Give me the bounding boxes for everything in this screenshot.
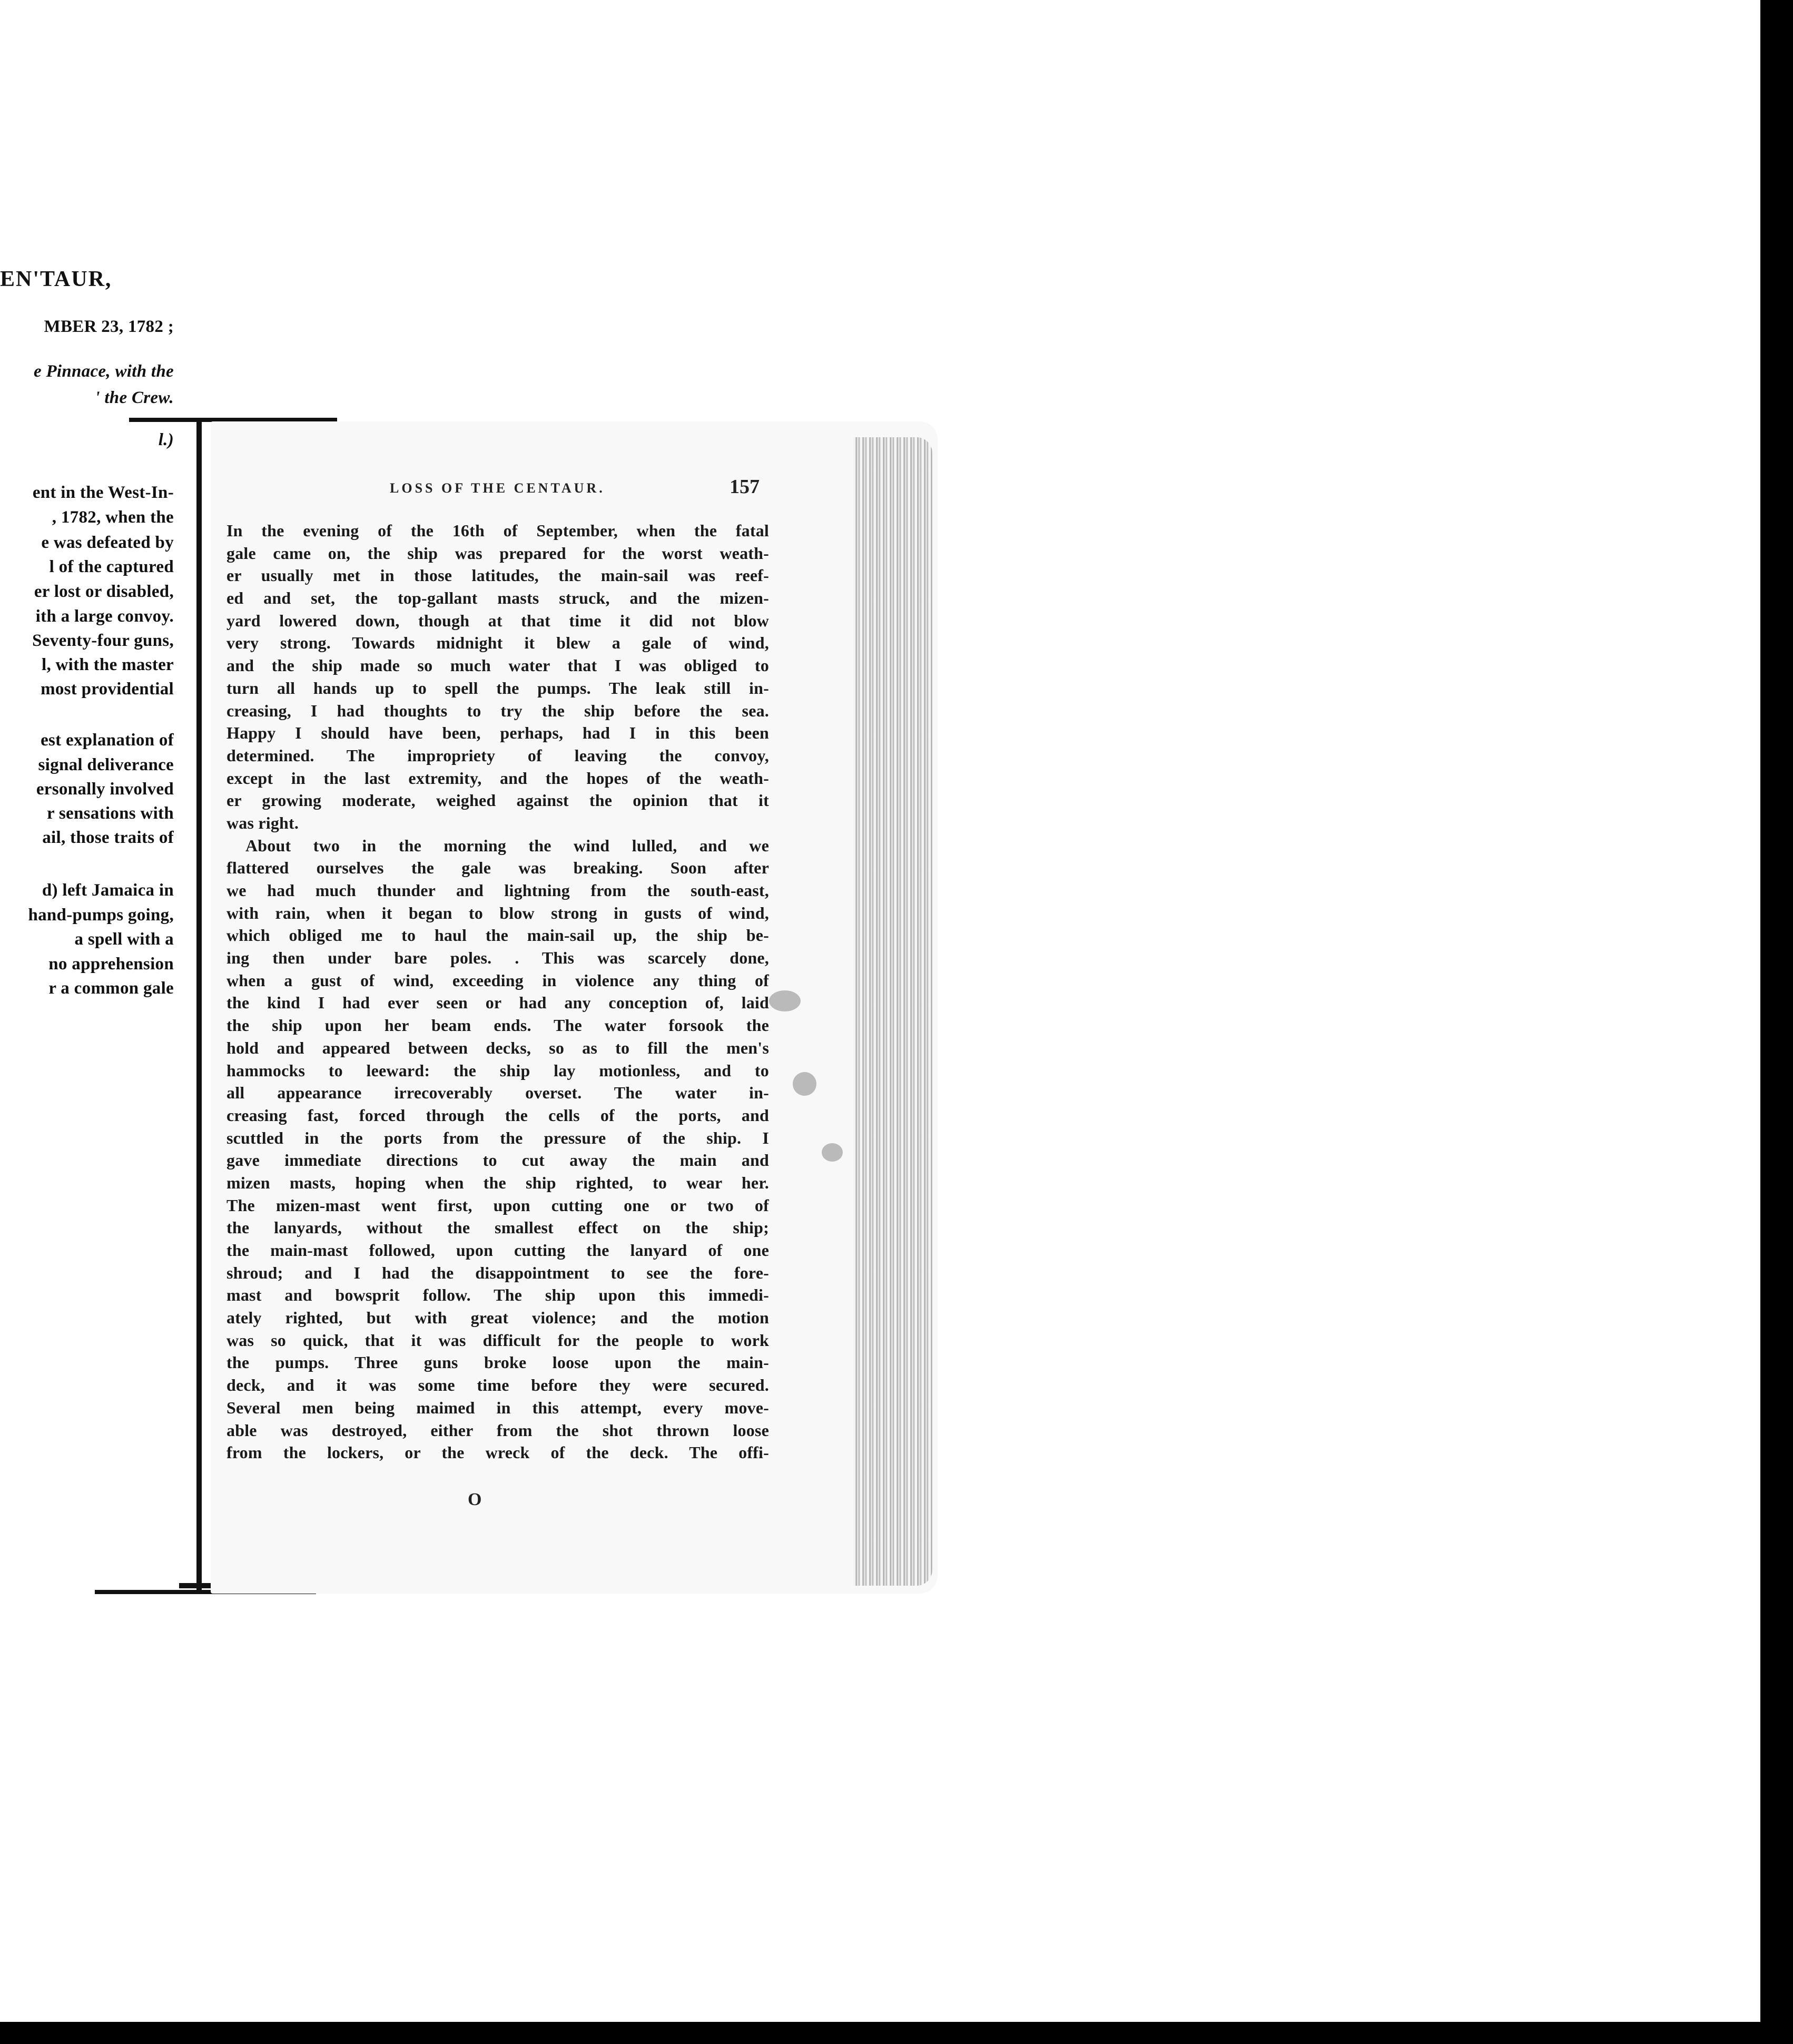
facing-page-line: ' the Crew. xyxy=(95,388,174,407)
facing-page-line: r a common gale xyxy=(48,979,174,998)
facing-page-fragment xyxy=(0,269,211,1599)
facing-page-line: no apprehension xyxy=(48,955,174,974)
text-line: very strong. Towards midnight it blew a gale of wind, xyxy=(226,633,769,653)
facing-page-line: ith a large convoy. xyxy=(35,607,174,626)
text-line: which obliged me to haul the main-sail up, the ship be- xyxy=(226,926,769,945)
text-line: the lanyards, without the smallest effect on the ship; xyxy=(226,1218,769,1237)
facing-page-line: ail, those traits of xyxy=(42,828,174,847)
text-line: er growing moderate, weighed against the opinion that it xyxy=(226,791,769,810)
text-line: when a gust of wind, exceeding in violence any thing of xyxy=(226,970,769,990)
text-line: was so quick, that it was difficult for the people to work xyxy=(226,1330,769,1350)
page-number: 157 xyxy=(730,476,760,498)
facing-page-line: l, with the master xyxy=(41,655,174,674)
facing-page-line: hand-pumps going, xyxy=(28,906,174,925)
text-line: turn all hands up to spell the pumps. The leak still in- xyxy=(226,678,769,697)
page-edges xyxy=(853,437,932,1586)
text-line: except in the last extremity, and the hopes of the weath- xyxy=(226,768,769,788)
bracket-vertical-rule xyxy=(196,421,202,1590)
text-line: able was destroyed, either from the shot thrown loose xyxy=(226,1420,769,1440)
text-line: The mizen-mast went first, upon cutting one or two of xyxy=(226,1195,769,1215)
text-line: creasing fast, forced through the cells of the ports, and xyxy=(226,1105,769,1125)
facing-page-line: er lost or disabled, xyxy=(34,582,174,601)
page-edge-smudge xyxy=(793,1072,816,1096)
text-line: In the evening of the 16th of September, when the fatal xyxy=(226,521,769,540)
facing-page-line: a spell with a xyxy=(74,930,174,949)
text-line: er usually met in those latitudes, the main-sail was reef- xyxy=(226,566,769,585)
facing-page-line: e was defeated by xyxy=(41,533,174,552)
text-line: the pumps. Three guns broke loose upon the main- xyxy=(226,1353,769,1372)
facing-page-line: d) left Jamaica in xyxy=(42,881,174,900)
facing-page-line: signal deliverance xyxy=(38,755,174,774)
text-line: hammocks to leeward: the ship lay motionless, and to xyxy=(226,1060,769,1080)
text-line: ing then under bare poles. . This was scarcely done, xyxy=(226,948,769,968)
text-line: determined. The impropriety of leaving the convoy, xyxy=(226,745,769,765)
text-line: and the ship made so much water that I was obliged to xyxy=(226,656,769,675)
text-line: About two in the morning the wind lulled, and we xyxy=(245,836,769,855)
running-head: LOSS OF THE CENTAUR. xyxy=(390,480,605,496)
facing-page-line: , 1782, when the xyxy=(52,508,174,527)
text-line: shroud; and I had the disappointment to see the fore- xyxy=(226,1263,769,1282)
text-line: ed and set, the top-gallant masts struck, and the mizen- xyxy=(226,588,769,608)
signature-mark: O xyxy=(468,1490,482,1509)
facing-page-line: est explanation of xyxy=(41,731,174,750)
facing-page-line: l.) xyxy=(158,430,174,449)
text-line: hold and appeared between decks, so as to fill the men's xyxy=(226,1038,769,1057)
page-edge-smudge xyxy=(769,990,801,1011)
text-line: with rain, when it began to blow strong in gusts of wind, xyxy=(226,903,769,922)
text-line: was right. xyxy=(226,813,299,832)
text-line: the main-mast followed, upon cutting the lanyard of one xyxy=(226,1241,769,1260)
text-line: Happy I should have been, perhaps, had I in this been xyxy=(226,723,769,743)
text-line: Several men being maimed in this attempt, every move- xyxy=(226,1398,769,1417)
text-line: gale came on, the ship was prepared for the worst weath- xyxy=(226,543,769,563)
body-text xyxy=(226,519,769,1464)
text-line: deck, and it was some time before they were secured. xyxy=(226,1375,769,1395)
text-line: from the lockers, or the wreck of the deck. The offi- xyxy=(226,1443,769,1462)
text-line: flattered ourselves the gale was breaking. Soon after xyxy=(226,858,769,878)
text-line: creasing, I had thoughts to try the ship before the sea. xyxy=(226,701,769,720)
facing-page-title: EN'TAUR, xyxy=(0,269,112,290)
facing-page-line: MBER 23, 1782 ; xyxy=(44,317,174,336)
text-line: the ship upon her beam ends. The water forsook the xyxy=(226,1016,769,1035)
text-line: yard lowered down, though at that time it did not blow xyxy=(226,611,769,630)
text-line: mast and bowsprit follow. The ship upon this immedi- xyxy=(226,1285,769,1305)
facing-page-line: Seventy-four guns, xyxy=(32,631,174,650)
text-line: we had much thunder and lightning from the south-east, xyxy=(226,881,769,900)
text-line: the kind I had ever seen or had any conception of, laid xyxy=(226,993,769,1013)
text-line: scuttled in the ports from the pressure of the ship. I xyxy=(226,1128,769,1147)
page-edge-smudge xyxy=(822,1143,843,1162)
facing-page-line: most providential xyxy=(41,680,174,699)
facing-page-line: ent in the West-In- xyxy=(32,483,174,502)
text-line: gave immediate directions to cut away the main and xyxy=(226,1151,769,1170)
text-line: ately righted, but with great violence; and the motion xyxy=(226,1308,769,1328)
facing-page-line: e Pinnace, with the xyxy=(33,362,174,381)
facing-page-line: l of the captured xyxy=(49,557,174,576)
facing-page-line: ersonally involved xyxy=(36,780,174,799)
facing-page-line: r sensations with xyxy=(46,804,174,823)
text-line: all appearance irrecoverably overset. The water in- xyxy=(226,1083,769,1103)
text-line: mizen masts, hoping when the ship righted, to wear her. xyxy=(226,1173,769,1192)
